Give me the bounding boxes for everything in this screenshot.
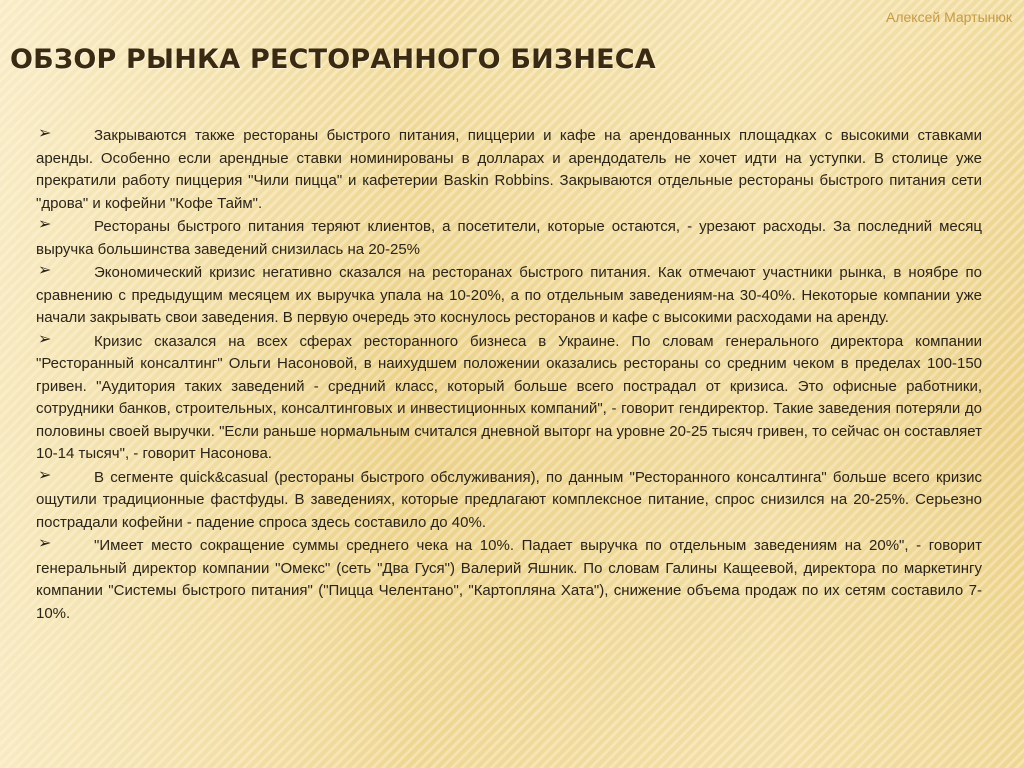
bullet-item [36, 328, 982, 466]
bullet-text: Экономический кризис негативно сказался на ресторанах быстрого питания. Как отмечают участники рынка, в ноябре по сравнению с предыдущим месяцем их выручка упала на 10-20%, а по отдельным заведениям-на 30-40%. Некоторые компании уже начали закрывать свои заведения. В первую очередь это коснулось ресторанов и кафе с высокими расходами на аренду. [36, 264, 982, 326]
bullet-text: Рестораны быстрого питания теряют клиентов, а посетители, которые остаются, - урезают расходы. За последний месяц выручка большинства заведений снизилась на 20-25% [36, 218, 982, 258]
arrowhead-bullet-icon: ➢ [38, 533, 52, 552]
slide-content [36, 125, 982, 626]
arrowhead-bullet-icon: ➢ [38, 328, 52, 348]
arrowhead-bullet-icon: ➢ [38, 214, 52, 233]
bullet-item [36, 125, 982, 215]
arrowhead-bullet-icon: ➢ [38, 464, 52, 484]
bullet-text: Закрываются также рестораны быстрого питания, пиццерии и кафе на арендованных площадках с высокими ставками аренды. Особенно если арендные ставки номинированы в долларах и арендодатель не хочет идти на уступки. В столице уже прекратили работу пиццерия "Чили пицца" и кафетерии Baskin Robbins. Закрываются отдельные рестораны быстрого питания сети "дрова" и кофейни "Кофе Тайм". [36, 127, 982, 212]
bullet-text: Кризис сказался на всех сферах ресторанного бизнеса в Украине. По словам генерального директора компании "Ресторанный консалтинг" Ольги Насоновой, в наихудшем положении оказались рестораны со средним чеком в пределах 100-150 гривен. "Аудитория таких заведений - средний класс, который больше всего пострадал от кризиса. Это офисные работники, сотрудники банков, строительных, консалтинговых и инвестиционных компаний", - говорит гендиректор. Такие заведения потеряли до половины своей выручки. "Если раньше нормальным считался дневной выторг на уровне 20-25 тысяч гривен, то сейчас он составляет 10-14 тысяч", - говорит Насонова. [36, 332, 982, 462]
arrowhead-bullet-icon: ➢ [38, 123, 52, 142]
bullet-text: В сегменте quick&casual (рестораны быстрого обслуживания), по данным "Ресторанного консалтинга" больше всего кризис ощутили традиционные фастфуды. В заведениях, которые предлагают комплексное питание, спрос снизился на 20-25%. Серьезно пострадали кофейни - падение спроса здесь составило до 40%. [36, 468, 982, 531]
bullet-item [36, 216, 982, 261]
bullet-text: "Имеет место сокращение суммы среднего чека на 10%. Падает выручка по отдельным заведениям на 20%", - говорит генеральный директор компании "Омекс" (сеть "Два Гуся") Валерий Яшник. По словам Галины Кащеевой, директора по маркетингу компании "Системы быстрого питания" ("Пицца Челентано", "Картопляна Хата"), снижение объема продаж по их сетям составило 7-10%. [36, 537, 982, 622]
bullet-item [36, 262, 982, 330]
slide-title: ОБЗОР РЫНКА РЕСТОРАННОГО БИЗНЕСА [10, 44, 656, 75]
arrowhead-bullet-icon: ➢ [38, 260, 52, 279]
bullet-item [36, 535, 982, 625]
author-name: Алексей Мартынюк [886, 9, 1012, 25]
bullet-item [36, 464, 982, 535]
